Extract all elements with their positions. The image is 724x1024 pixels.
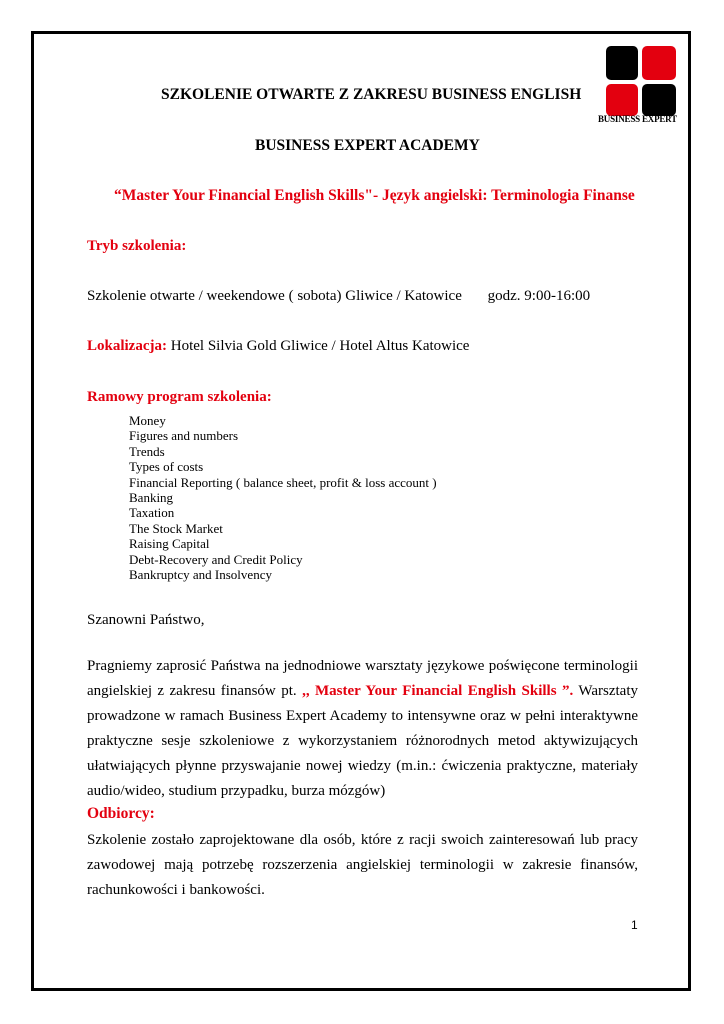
mode-label: Tryb szkolenia: [87, 238, 187, 254]
audience-label: Odbiorcy: [87, 805, 155, 822]
list-item: Taxation [129, 505, 175, 521]
location-text: Hotel Silvia Gold Gliwice / Hotel Altus Katowice [170, 338, 470, 354]
list-item: Bankruptcy and Insolvency [129, 567, 272, 583]
list-item: The Stock Market [129, 520, 223, 536]
academy-name: BUSINESS EXPERT ACADEMY [255, 137, 480, 154]
list-item: Types of costs [129, 459, 204, 475]
list-item: Debt-Recovery and Credit Policy [129, 551, 303, 567]
mode-hours: godz. 9:00-16:00 [487, 288, 591, 304]
list-item: Financial Reporting ( balance sheet, profit & loss account ) [129, 474, 437, 490]
intro-text-end: Warsztaty prowadzone w ramach Business Expert Academy to intensywne oraz w pełni interaktywne praktyczne sesje szkoleniowe z wykorzystaniem różnorodnych metod aktywizujących ułatwiających płynne przyswajanie nowej wiedzy (m.in.: ćwiczenia praktyczne, materiały audio/wideo, studium przypadku, burza mózgów) [87, 683, 639, 799]
audience-paragraph: Szkolenie zostało zaprojektowane dla osób, które z racji swoich zainteresowań lub pracy zawodowej mają potrzebę rozszerzenia angielskiej terminologii w zakresie finansów, rachunkowości i bankowości. [87, 832, 638, 898]
greeting: Szanowni Państwo, [87, 612, 205, 628]
program-list [129, 413, 437, 582]
location-label: Lokalizacja: [87, 338, 167, 354]
list-item: Banking [129, 490, 174, 506]
list-item: Figures and numbers [129, 428, 239, 444]
location-line [87, 338, 469, 355]
intro-paragraph [87, 654, 638, 804]
intro-text-start: Pragniemy zaprosić Państwa na jednodniowe warsztaty językowe poświęcone terminologii angielskiej z zakresu finansów pt. [87, 658, 638, 699]
list-item: Money [129, 413, 166, 428]
list-item: Trends [129, 443, 165, 459]
logo-text: BUSINESS EXPERT [598, 114, 677, 124]
program-label: Ramowy program szkolenia: [87, 389, 272, 405]
document-title: SZKOLENIE OTWARTE Z ZAKRESU BUSINESS ENGLISH [161, 86, 582, 103]
list-item: Raising Capital [129, 536, 210, 552]
mode-text-a: Szkolenie otwarte / weekendowe ( sobota) Gliwice / Katowice [87, 288, 462, 304]
course-title: “Master Your Financial English Skills"- Język angielski: Terminologia Finanse [114, 187, 635, 204]
course-highlight: ,, Master Your Financial English Skills ”. [302, 683, 574, 699]
page-number: 1 [631, 918, 638, 932]
mode-text [87, 288, 590, 305]
